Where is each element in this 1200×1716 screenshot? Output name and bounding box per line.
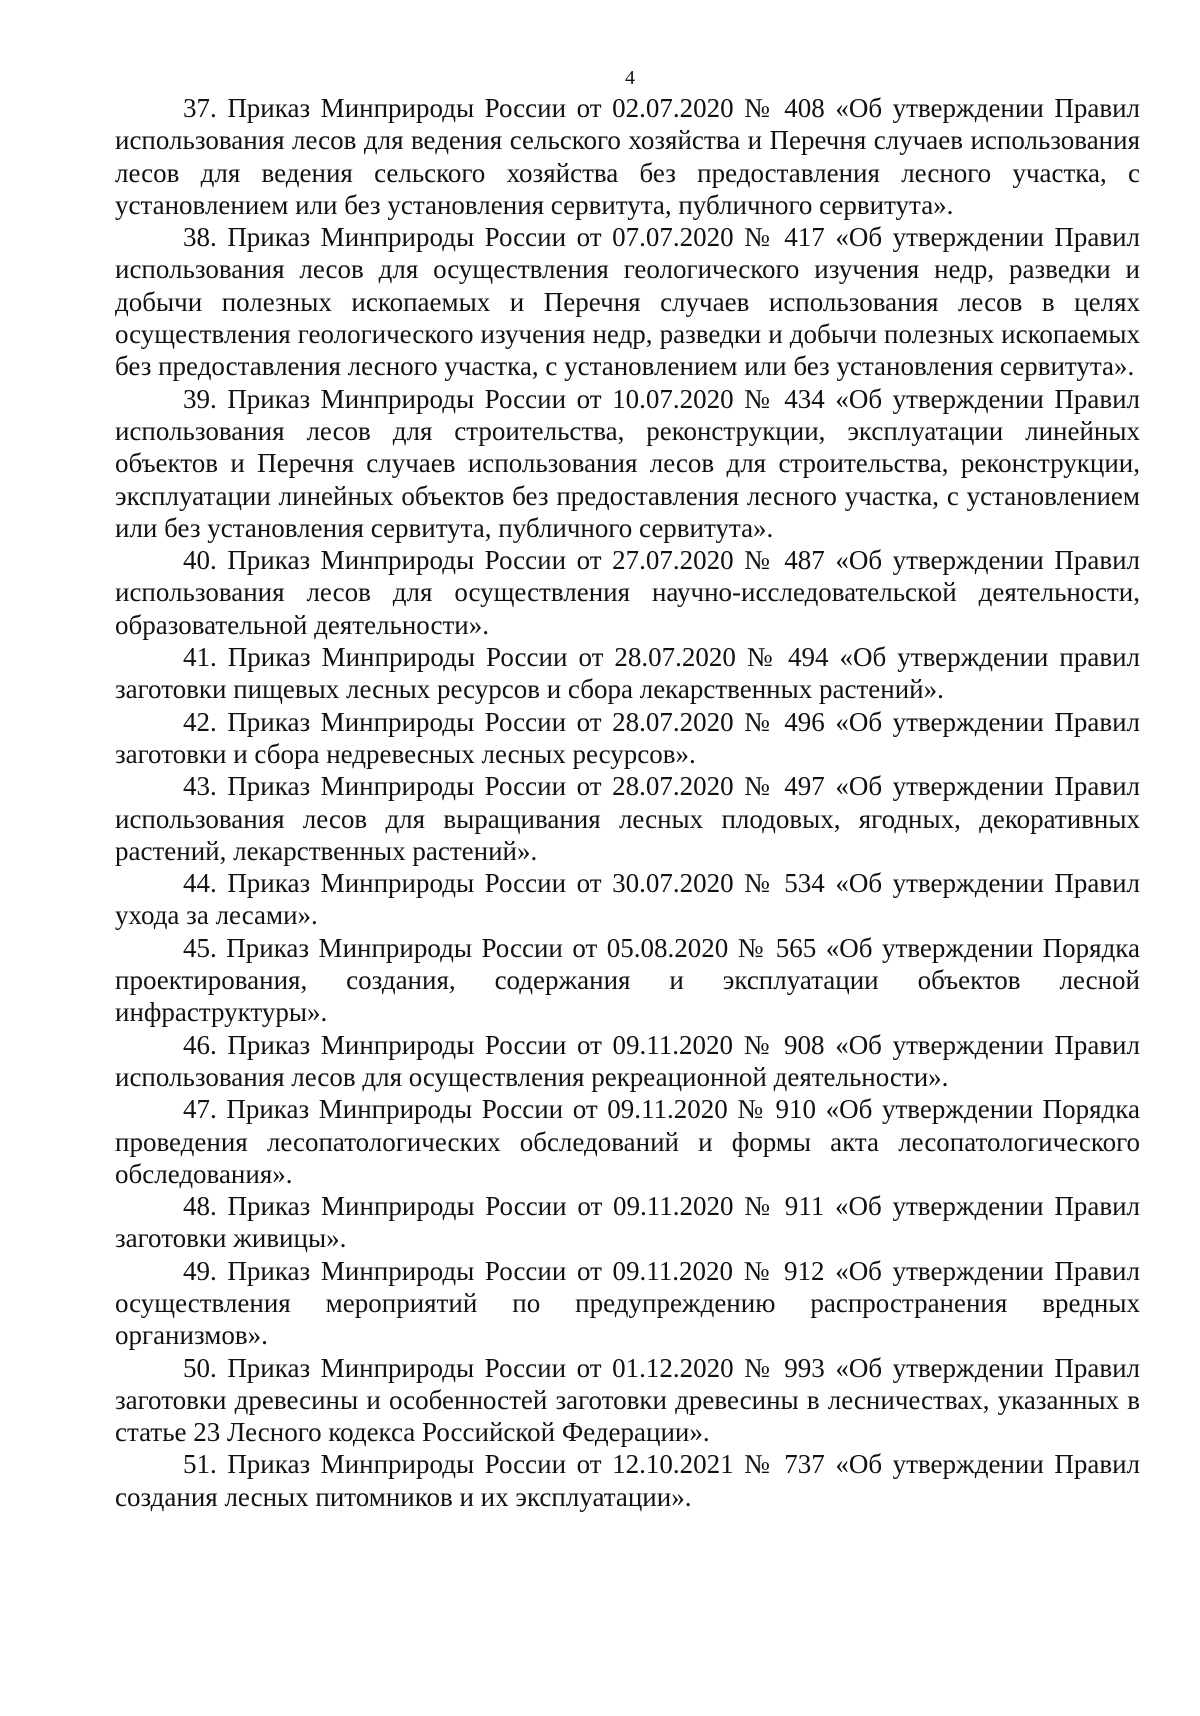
list-item-41: 41. Приказ Минприроды России от 28.07.2020 № 494 «Об утверждении правил заготовки пищевых лесных ресурсов и сбора лекарственных растений». xyxy=(115,642,1140,705)
list-item-45: 45. Приказ Минприроды России от 05.08.2020 № 565 «Об утверждении Порядка проектирования, создания, содержания и эксплуатации объектов лесной инфраструктуры». xyxy=(115,932,1140,1028)
list-item-43: 43. Приказ Минприроды России от 28.07.2020 № 497 «Об утверждении Правил использования лесов для выращивания лесных плодовых, ягодных, декоративных растений, лекарственных растений». xyxy=(115,771,1140,866)
list-item-48: 48. Приказ Минприроды России от 09.11.2020 № 911 «Об утверждении Правил заготовки живицы». xyxy=(115,1191,1140,1254)
list-item-40: 40. Приказ Минприроды России от 27.07.2020 № 487 «Об утверждении Правил использования лесов для осуществления научно-исследовательской деятельности, образовательной деятельности». xyxy=(115,545,1140,640)
page-number: 4 xyxy=(625,67,635,89)
list-item-42: 42. Приказ Минприроды России от 28.07.2020 № 496 «Об утверждении Правил заготовки и сбора недревесных лесных ресурсов». xyxy=(115,706,1140,769)
list-item-37: 37. Приказ Минприроды России от 02.07.2020 № 408 «Об утверждении Правил использования лесов для ведения сельского хозяйства и Перечня случаев использования лесов для ведения сельского хозяйства без предоставления лесного участка, с установлением или без установления сервитута, публичного сервитута». xyxy=(115,93,1140,220)
list-item-50: 50. Приказ Минприроды России от 01.12.2020 № 993 «Об утверждении Правил заготовки древесины и особенностей заготовки древесины в лесничествах, указанных в статье 23 Лесного кодекса Российской Федерации». xyxy=(115,1352,1140,1448)
document-body xyxy=(115,92,1140,1513)
list-item-46: 46. Приказ Минприроды России от 09.11.2020 № 908 «Об утверждении Правил использования лесов для осуществления рекреационной деятельности». xyxy=(115,1029,1140,1092)
list-item-47: 47. Приказ Минприроды России от 09.11.2020 № 910 «Об утверждении Порядка проведения лесопатологических обследований и формы акта лесопатологического обследования». xyxy=(115,1094,1140,1189)
list-item-49: 49. Приказ Минприроды России от 09.11.2020 № 912 «Об утверждении Правил осуществления мероприятий по предупреждению распространения вредных организмов». xyxy=(115,1255,1140,1351)
list-item-39: 39. Приказ Минприроды России от 10.07.2020 № 434 «Об утверждении Правил использования лесов для строительства, реконструкции, эксплуатации линейных объектов и Перечня случаев использования лесов для строительства, реконструкции, эксплуатации линейных объектов без предоставления лесного участка, с установлением или без установления сервитута, публичного сервитута». xyxy=(115,383,1140,543)
list-item-51: 51. Приказ Минприроды России от 12.10.2021 № 737 «Об утверждении Правил создания лесных питомников и их эксплуатации». xyxy=(115,1449,1140,1512)
list-item-44: 44. Приказ Минприроды России от 30.07.2020 № 534 «Об утверждении Правил ухода за лесами». xyxy=(115,868,1140,931)
list-item-38: 38. Приказ Минприроды России от 07.07.2020 № 417 «Об утверждении Правил использования лесов для осуществления геологического изучения недр, разведки и добычи полезных ископаемых и Перечня случаев использования лесов в целях осуществления геологического изучения недр, разведки и добычи полезных ископаемых без предоставления лесного участка, с установлением или без установления сервитута». xyxy=(115,222,1140,382)
